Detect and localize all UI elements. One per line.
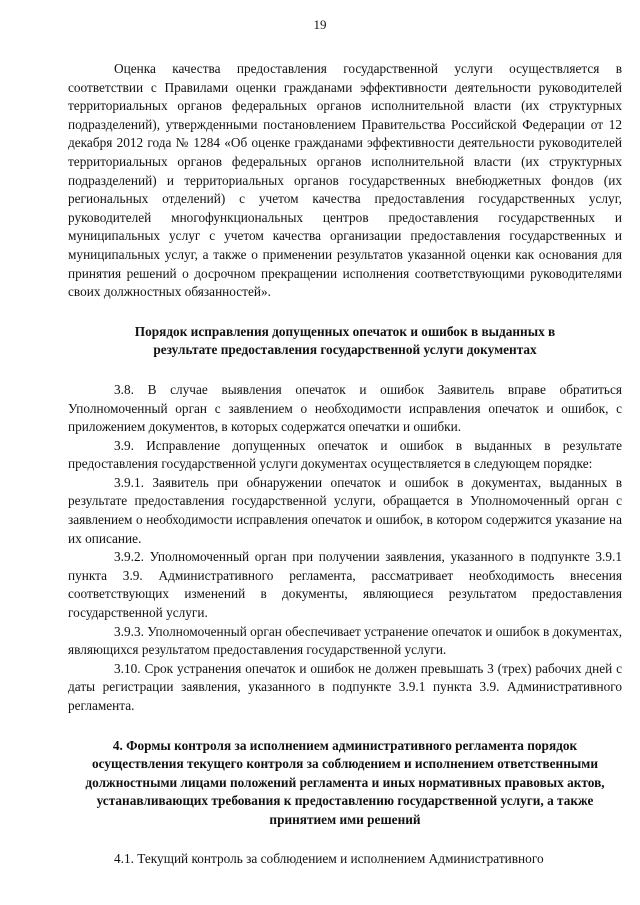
paragraph-3-10: 3.10. Срок устранения опечаток и ошибок не должен превышать 3 (трех) рабочих дней с даты регистрации заявления, указанного в подпункте 3.9.1 пункта 3.9. Административного регламента. (68, 660, 622, 713)
paragraph-3-8: 3.8. В случае выявления опечаток и ошибок Заявитель вправе обратиться Уполномоченный орган с заявлением о необходимости исправления опечаток и ошибок, с приложением документов, в которых содержатся опечатки и ошибки. (68, 381, 622, 435)
section-heading-control-forms: 4. Формы контроля за исполнением административного регламента порядок осуществления текущего контроля за соблюдением и исполнением ответственными должностными лицами положений регламента и иных нормативных правовых актов, устанавливающих требования к предоставлению государственной услуги, а также принятием ими решений (85, 737, 605, 827)
paragraph-4-1: 4.1. Текущий контроль за соблюдением и исполнением Административного (114, 850, 544, 866)
paragraph-3-9-2: 3.9.2. Уполномоченный орган при получении заявления, указанного в подпункте 3.9.1 пункта 3.9. Административного регламента, рассматривает необходимость внесения соответствующих изменений в документы, являющиеся результатом предоставления государственной услуги. (68, 549, 622, 621)
paragraph-3-9: 3.9. Исправление допущенных опечаток и ошибок в выданных в результате предоставления государственной услуги документах осуществляется в следующем порядке: (68, 437, 622, 472)
page-number: 19 (313, 17, 327, 32)
section-heading-corrections: Порядок исправления допущенных опечаток и ошибок в выданных в результате предоставления государственной услуги документах (134, 323, 556, 358)
paragraph-quality-assessment: Оценка качества предоставления государственной услуги осуществляется в соответствии с Правилами оценки гражданами эффективности деятельности руководителей территориальных органов федеральных органов исполнительной власти (их структурных подразделений), утвержденными постановлением Правительства Российской Федерации от 12 декабря 2012 года № 1284 «Об оценке гражданами эффективности деятельности руководителей территориальных органов федеральных органов исполнительной власти (их структурных подразделений) и территориальных органов государственных внебюджетных фондов (их региональных отделений) с учетом качества предоставления государственных услуг, руководителей многофункциональных центров предоставления государственных и муниципальных услуг с учетом качества организации предоставления государственных и муниципальных услуг, а также о применении результатов указанной оценки как основания для принятия решений о досрочном прекращении исполнения соответствующими руководителями своих должностных обязанностей». (68, 61, 622, 300)
paragraph-3-9-1: 3.9.1. Заявитель при обнаружении опечаток и ошибок в документах, выданных в результате предоставления государственной услуги, обращается в Уполномоченный орган с заявлением о необходимости исправления опечаток и ошибок, в котором содержится указание на их описание. (68, 474, 622, 546)
paragraph-3-9-3: 3.9.3. Уполномоченный орган обеспечивает устранение опечаток и ошибок в документах, являющихся результатом предоставления государственной услуги. (68, 623, 623, 658)
document-body (68, 60, 622, 868)
